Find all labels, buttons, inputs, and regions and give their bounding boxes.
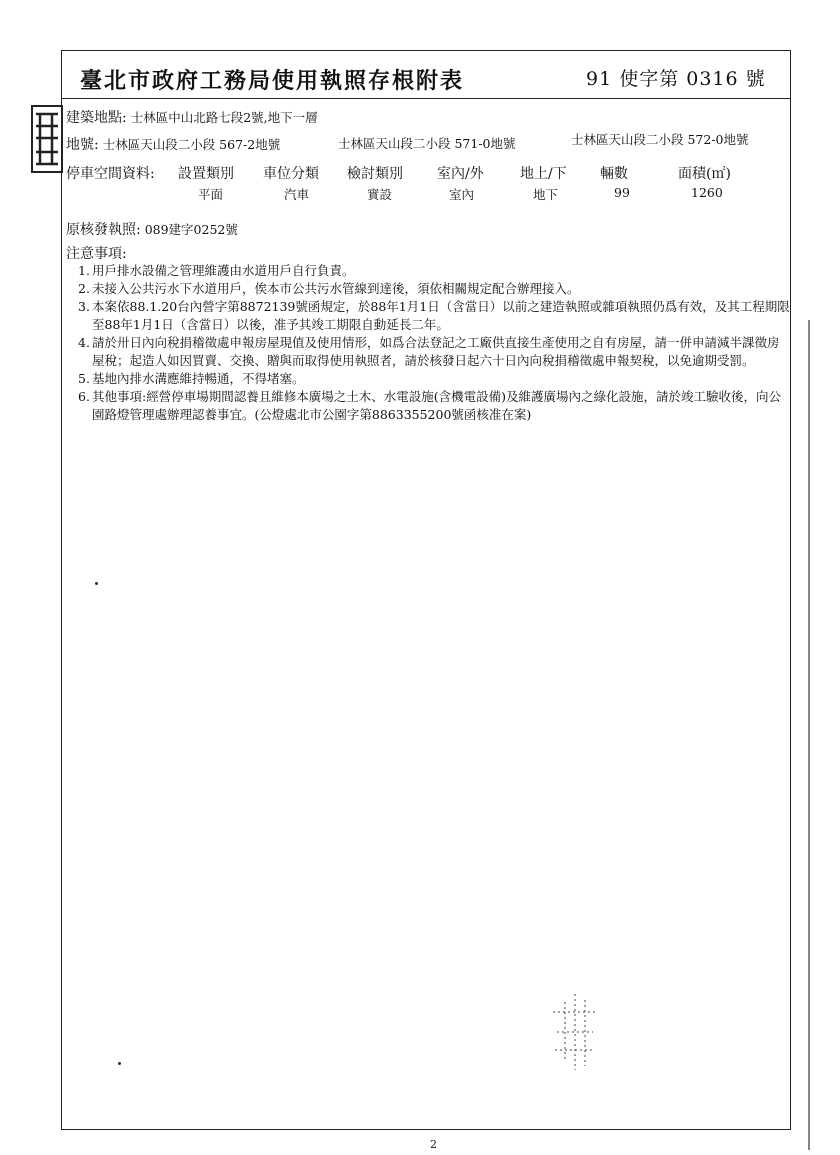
location-address: 士林區中山北路七段2號,地下一層 xyxy=(130,110,318,125)
note-number: 1. xyxy=(78,263,90,278)
note-number: 5. xyxy=(78,371,90,386)
document-frame xyxy=(61,50,791,1130)
lot-number-1: 士林區天山段二小段 567-2地號 xyxy=(102,137,281,152)
parking-value-area: 1260 xyxy=(691,185,723,200)
page-number: 2 xyxy=(430,1138,437,1151)
note-text: 其他事項:經營停車場期間認養且維修本廣場之土木、水電設施(含機電設備)及維護廣場內之綠化設施，請於竣工驗收後，向公園路燈管理處辦理認養事宜。(公燈處北市公園字第8863355200號函核准在案) xyxy=(92,389,781,422)
note-item xyxy=(78,370,790,388)
notes-list xyxy=(78,262,790,424)
lot-number-3: 士林區天山段二小段 572-0地號 xyxy=(571,132,749,147)
parking-value-type: 平面 xyxy=(198,187,224,202)
parking-value-count: 99 xyxy=(614,185,630,200)
parking-value-review: 實設 xyxy=(367,187,393,202)
note-text: 基地內排水溝應維持暢通，不得堵塞。 xyxy=(92,371,305,386)
parking-header-type: 設置類別 xyxy=(178,166,234,182)
location-line-2 xyxy=(66,134,280,154)
header-divider xyxy=(61,98,791,99)
parking-value-level: 地下 xyxy=(533,187,559,202)
seal-stamp xyxy=(30,104,64,174)
lot-label: 地號: xyxy=(66,137,99,153)
note-item xyxy=(78,280,790,298)
scan-edge-line xyxy=(808,320,810,1150)
location-line-1 xyxy=(66,107,318,127)
note-number: 2. xyxy=(78,281,90,296)
note-text: 未接入公共污水下水道用戶，俟本市公共污水管線到達後，須依相關規定配合辦理接入。 xyxy=(92,281,580,296)
note-text: 用戶排水設備之管理維護由水道用戶自行負責。 xyxy=(92,263,355,278)
original-license-label: 原核發執照: xyxy=(66,222,141,238)
parking-header-class: 車位分類 xyxy=(263,166,319,182)
document-title: 臺北市政府工務局使用執照存根附表 xyxy=(80,68,465,94)
parking-value-class: 汽車 xyxy=(284,187,310,202)
note-text: 請於卅日內向稅捐稽徵處申報房屋現值及使用情形，如爲合法登記之工廠供直接生產使用之自有房屋，請一併申請減半課徵房屋稅；起造人如因買賣、交換、贈與而取得使用執照者，請於核發日起六十日內向稅捐稽徵處申報契稅，以免逾期受罰。 xyxy=(92,335,780,368)
parking-value-indoor: 室內 xyxy=(449,187,475,202)
scan-speck xyxy=(95,582,98,585)
note-item xyxy=(78,298,790,334)
parking-header-review: 檢討類別 xyxy=(347,166,403,182)
parking-label: 停車空間資料: xyxy=(66,166,155,182)
note-text: 本案依88.1.20台內營字第8872139號函規定，於88年1月1日（含當日）以前之建造執照或雜項執照仍爲有效，及其工程期限至88年1月1日（含當日）以後，准予其竣工期限自動延長二年。 xyxy=(92,299,790,332)
note-number: 6. xyxy=(78,389,90,404)
note-item xyxy=(78,388,790,424)
note-item xyxy=(78,334,790,370)
parking-header-level: 地上/下 xyxy=(520,166,567,182)
scan-speck xyxy=(118,1062,121,1065)
permit-number: 91 使字第 0316 號 xyxy=(586,68,766,90)
location-label: 建築地點: xyxy=(66,110,127,126)
note-item xyxy=(78,262,790,280)
lot-number-2: 士林區天山段二小段 571-0地號 xyxy=(338,136,516,151)
parking-header-area: 面積(㎡) xyxy=(678,166,731,182)
original-license xyxy=(66,219,238,239)
note-number: 3. xyxy=(78,299,90,314)
signature-stamp xyxy=(545,992,605,1072)
original-license-value: 089建字0252號 xyxy=(144,222,238,237)
notes-heading: 注意事項: xyxy=(66,246,127,262)
note-number: 4. xyxy=(78,335,90,350)
parking-header-indoor: 室內/外 xyxy=(437,166,484,182)
parking-header-count: 輛數 xyxy=(600,166,628,182)
